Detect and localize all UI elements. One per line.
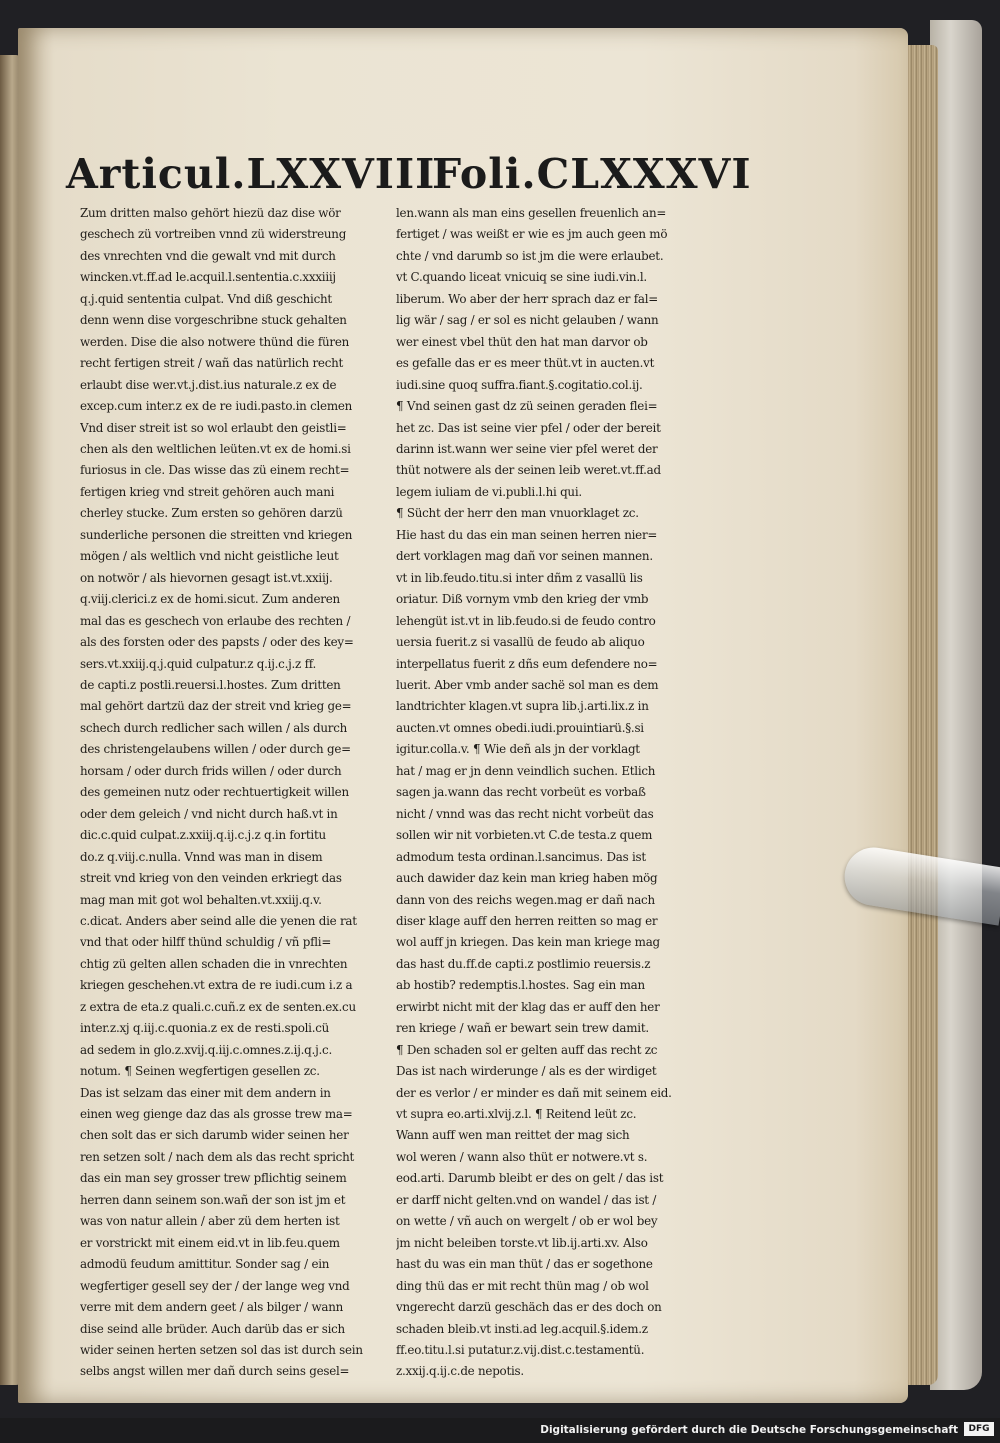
text-line: wol auff jn kriegen. Das kein man kriege mag [396,935,660,950]
text-line: Das ist nach wirderunge / als es der wirdiget [396,1064,657,1079]
text-line: auch dawider daz kein man krieg haben mög [396,871,658,886]
running-header-left: Articul.LXXVIII [66,150,436,198]
text-line: de capti.z postli.reuersi.l.hostes. Zum dritten [80,677,341,692]
text-line: erwirbt nicht mit der klag das er auff den her [396,999,660,1014]
text-line: Vnd diser streit ist so wol erlaubt den geistli= [80,420,347,435]
text-line: vt supra eo.arti.xlvij.z.l. ¶ Reitend leüt zc. [396,1107,637,1122]
text-line: mögen / als weltlich vnd nicht geistliche leut [80,549,339,564]
text-line: horsam / oder durch frids willen / oder durch [80,763,342,778]
text-line: q.viij.clerici.z ex de homi.sicut. Zum anderen [80,592,340,607]
text-line: Das ist selzam das einer mit dem andern in [80,1085,331,1100]
text-line: igitur.colla.v. ¶ Wie deñ als jn der vorklagt [396,742,640,757]
text-line: werden. Dise die also notwere thünd die füren [80,334,350,349]
text-line: do.z q.viij.c.nulla. Vnnd was man in disem [80,849,323,864]
text-line: vt in lib.feudo.titu.si inter dñm z vasallü lis [396,570,643,585]
text-line: on wette / vñ auch on wergelt / ob er wol bey [396,1214,658,1229]
text-line: hat / mag er jn denn veindlich suchen. Etlich [396,763,656,778]
text-line: lehengüt ist.vt in lib.feudo.si de feudo contro [396,613,656,628]
text-line: notum. ¶ Seinen wegfertigen gesellen zc. [80,1064,320,1079]
text-line: recht fertigen streit / wañ das natürlich recht [80,356,344,371]
text-line: vngerecht darzü geschäch das er des doch on [396,1300,662,1315]
text-line: diser klage auff den herren reitten so mag er [396,913,658,928]
text-line: ad sedem in glo.z.xvij.q.iij.c.omnes.z.ij.q.j.c. [80,1042,332,1057]
text-line: cherley stucke. Zum ersten so gehören darzü [80,506,343,521]
text-line: erlaubt dise wer.vt.j.dist.ius naturale.z ex de [80,377,337,392]
text-line: wegfertiger gesell sey der / der lange weg vnd [80,1278,350,1293]
text-line: jm nicht beleiben torste.vt lib.ij.arti.xv. Also [396,1235,648,1250]
text-line: ¶ Den schaden sol er gelten auff das recht zc [396,1042,658,1057]
text-line: wol weren / wann also thüt er notwere.vt s. [396,1149,648,1164]
text-line: iudi.sine quoq suffra.fiant.§.cogitatio.col.ij. [396,377,643,392]
text-line: c.dicat. Anders aber seind alle die yenen die rat [80,913,357,928]
text-line: chen als den weltlichen leüten.vt ex de homi.si [80,441,351,456]
text-line: furiosus in cle. Das wisse das zü einem recht= [80,463,350,478]
text-line: oder dem geleich / vnd nicht durch haß.vt in [80,806,338,821]
text-line: thüt notwere als der seinen leib weret.vt.ff.ad [396,463,661,478]
text-line: on notwör / als hievornen gesagt ist.vt.xxiij. [80,570,333,585]
text-line: es gefalle das er es meer thüt.vt in aucten.vt [396,356,655,371]
text-line: len.wann als man eins gesellen freuenlich an= [396,206,667,220]
text-line: chte / vnd darumb so ist jm die were erlaubet. [396,248,664,263]
text-line: Zum dritten malso gehört hiezü daz dise wör [80,206,341,220]
footer-credit: Digitalisierung gefördert durch die Deutsche Forschungsgemeinschaft [540,1424,958,1436]
text-line: inter.z.xj q.iij.c.quonia.z ex de resti.spoli.cü [80,1021,330,1036]
text-line: sagen ja.wann das recht vorbeüt es vorbaß [396,785,646,800]
text-line: ¶ Sücht der herr den man vnuorklaget zc. [396,506,639,521]
text-line: sers.vt.xxiij.q.j.quid culpatur.z q.ij.c.j.z ff. [80,656,317,671]
text-line: denn wenn dise vorgeschribne stuck gehalten [80,313,347,328]
text-line: sollen wir nit vorbieten.vt C.de testa.z quem [396,828,653,843]
text-line: darinn ist.wann wer seine vier pfel weret der [396,441,658,456]
text-line: lig wär / sag / er sol es nicht gelauben / wann [396,313,659,328]
text-line: wer einest vbel thüt den hat man darvor ob [396,334,648,349]
text-line: des gemeinen nutz oder rechtuertigkeit willen [80,785,349,800]
text-line: aucten.vt omnes obedi.iudi.prouintiarü.§.si [396,720,644,735]
text-line: Wann auff wen man reittet der mag sich [396,1128,630,1143]
text-line: legem iuliam de vi.publi.l.hi qui. [396,484,582,499]
text-line: uersia fuerit.z si vasallü de feudo ab aliquo [396,635,645,650]
text-line: der es verlor / er minder es dañ mit seinem eid. [396,1085,672,1100]
text-line: er darff nicht gelten.vnd on wandel / das ist / [396,1192,657,1207]
text-line: wider seinen herten setzen sol das ist durch sein [80,1343,363,1358]
text-column-left [80,203,382,1383]
text-line: das hast du.ff.de capti.z postlimio reuersis.z [396,956,651,971]
text-line: z.xxij.q.ij.c.de nepotis. [396,1364,524,1379]
text-line: das ein man sey grosser trew pflichtig seinem [80,1171,347,1186]
text-line: selbs angst willen mer dañ durch seins gesel= [80,1364,350,1379]
text-line: mal das es geschech von erlaube des rechten / [80,613,351,628]
text-line: excep.cum inter.z ex de re iudi.pasto.in clemen [80,399,353,414]
text-line: dert vorklagen mag dañ vor seinen mannen. [396,549,653,564]
text-line: ab hostib? redemptis.l.hostes. Sag ein man [396,978,645,993]
text-line: hast du was ein man thüt / das er sogethone [396,1257,653,1272]
text-line: schech durch redlicher sach willen / als durch [80,720,348,735]
running-header-right: Foli.CLXXXVI [432,150,752,198]
text-line: admodü feudum amittitur. Sonder sag / ein [80,1257,330,1272]
text-line: vnd that oder hilff thünd schuldig / vñ pfli= [80,935,332,950]
text-line: streit vnd krieg von den veinden erkriegt das [80,871,342,886]
text-line: het zc. Das ist seine vier pfel / oder der bereit [396,420,661,435]
text-line: sunderliche personen die streitten vnd kriegen [80,527,353,542]
text-line: kriegen geschehen.vt extra de re iudi.cum i.z a [80,978,353,993]
dfg-logo: DFG [964,1422,994,1436]
text-line: herren dann seinem son.wañ der son ist jm et [80,1192,346,1207]
text-line: interpellatus fuerit z dñs eum defendere no= [396,656,658,671]
text-line: ¶ Vnd seinen gast dz zü seinen geraden flei= [396,399,658,414]
text-column-right [396,203,704,1383]
text-line: ff.eo.titu.l.si putatur.z.vij.dist.c.testamentü. [396,1343,645,1358]
text-line: ren setzen solt / nach dem als das recht spricht [80,1149,355,1164]
text-line: nicht / vnnd was das recht nicht vorbeüt das [396,806,654,821]
text-line: dic.c.quid culpat.z.xxiij.q.ij.c.j.z q.in fortitu [80,828,326,843]
text-line: chen solt das er sich darumb wider seinen her [80,1128,349,1143]
text-line: dann von des reichs wegen.mag er dañ nach [396,892,655,907]
text-line: dise seind alle brüder. Auch darüb das er sich [80,1321,345,1336]
text-line: fertiget / was weißt er wie es jm auch geen mö [396,227,668,242]
text-line: des vnrechten vnd die gewalt vnd mit durch [80,248,336,263]
text-line: einen weg gienge daz das als grosse trew ma= [80,1107,353,1122]
text-line: schaden bleib.vt insti.ad leg.acquil.§.idem.z [396,1321,648,1336]
text-line: geschech zü vortreiben vnnd zü widerstreung [80,227,347,242]
text-line: admodum testa ordinan.l.sancimus. Das ist [396,849,646,864]
text-line: verre mit dem andern geet / als bilger / wann [80,1300,344,1315]
text-line: luerit. Aber vmb ander sachë sol man es dem [396,677,659,692]
text-line: q.j.quid sententia culpat. Vnd diß geschicht [80,291,332,306]
text-line: vt C.quando liceat vnicuiq se sine iudi.vin.l. [396,270,647,285]
text-line: liberum. Wo aber der herr sprach daz er fal= [396,291,659,306]
text-line: was von natur allein / aber zü dem herten ist [80,1214,340,1229]
text-line: des christengelaubens willen / oder durch ge= [80,742,351,757]
text-line: er vorstrickt mit einem eid.vt in lib.feu.quem [80,1235,340,1250]
text-line: z extra de eta.z quali.c.cuñ.z ex de senten.ex.cu [80,999,356,1014]
text-line: fertigen krieg vnd streit gehören auch mani [80,484,335,499]
text-line: eod.arti. Darumb bleibt er des on gelt / das ist [396,1171,664,1186]
text-line: Hie hast du das ein man seinen herren nier= [396,527,658,542]
text-line: landtrichter klagen.vt supra lib.j.arti.lix.z in [396,699,649,714]
text-line: mag man mit got wol behalten.vt.xxiij.q.v. [80,892,322,907]
text-line: mal gehört dartzü daz der streit vnd krieg ge= [80,699,352,714]
text-line: wincken.vt.ff.ad le.acquil.l.sententia.c.xxxiiij [80,270,336,285]
text-line: als des forsten oder des papsts / oder des key= [80,635,354,650]
text-line: oriatur. Diß vornym vmb den krieg der vmb [396,592,649,607]
text-line: chtig zü gelten allen schaden die in vnrechten [80,956,348,971]
text-line: ren kriege / wañ er bewart sein trew damit. [396,1021,649,1036]
text-line: ding thü das er mit recht thün mag / ob wol [396,1278,649,1293]
